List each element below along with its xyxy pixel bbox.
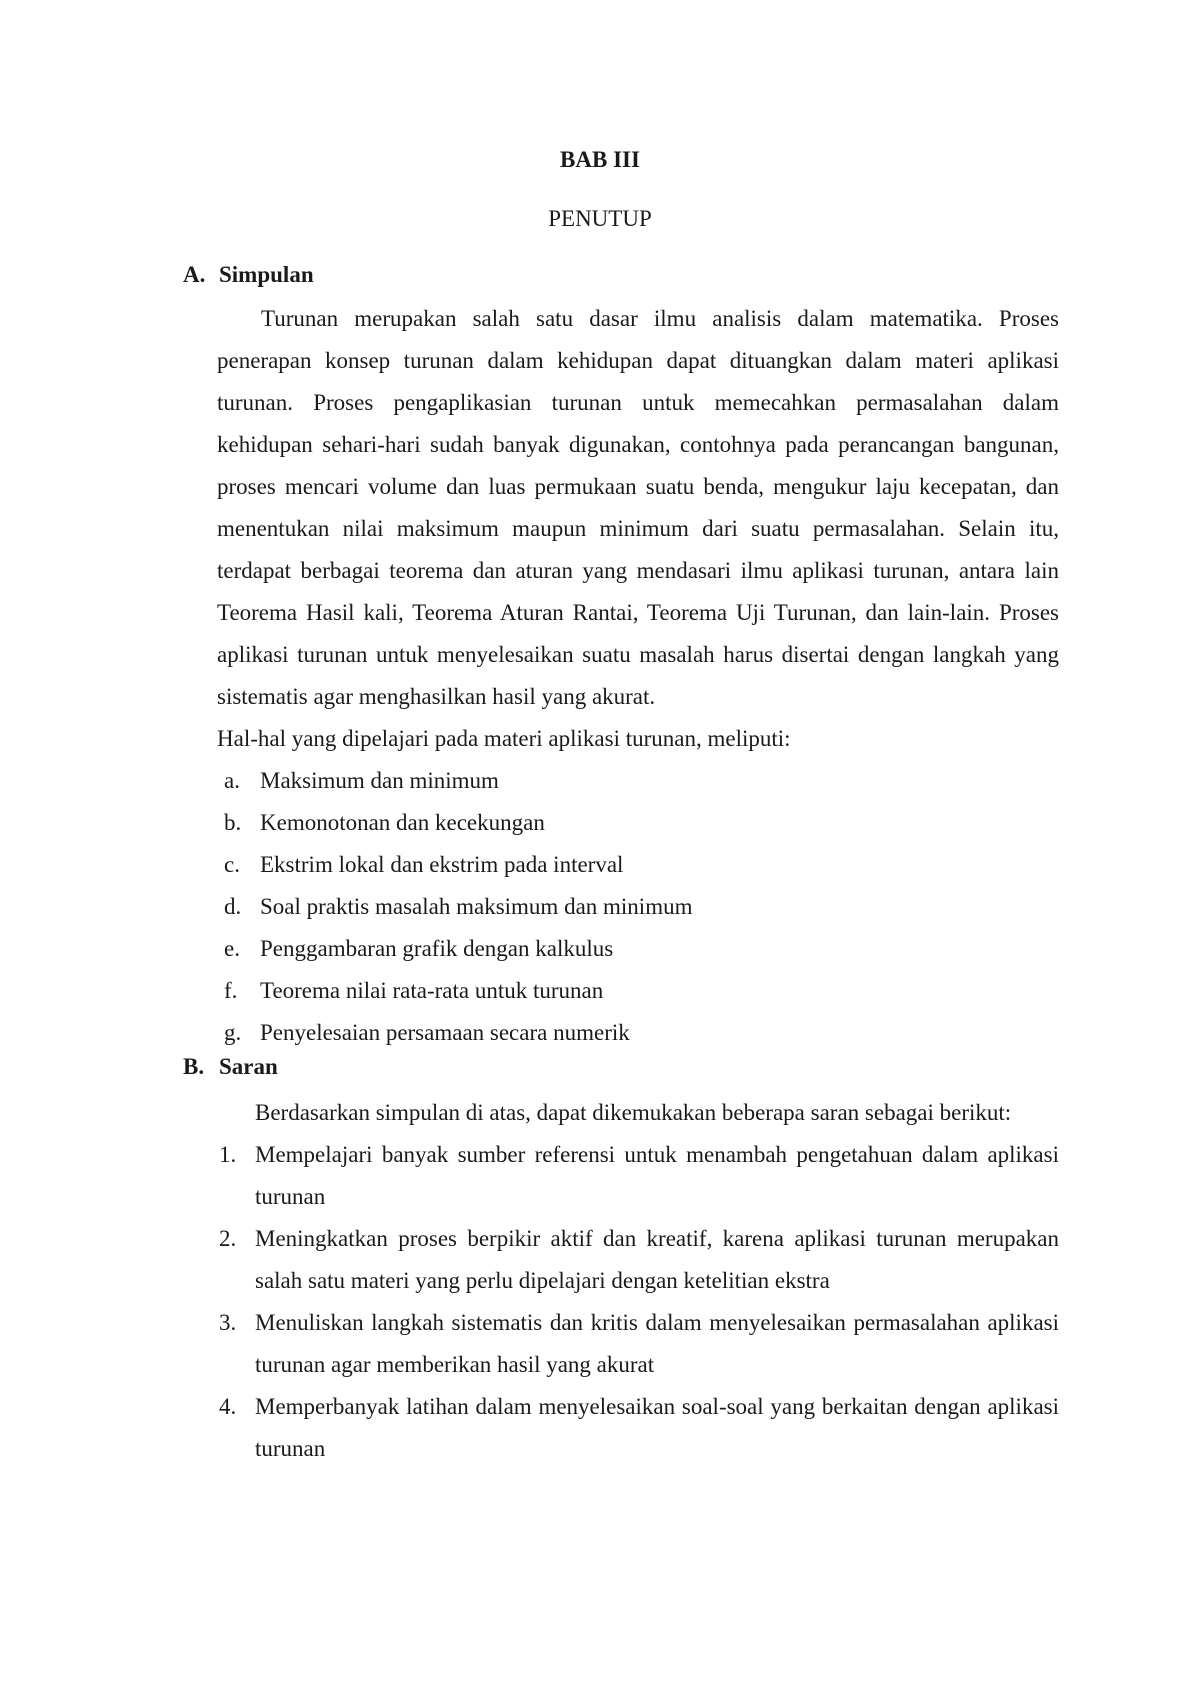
list-marker: g. — [224, 1020, 242, 1045]
simpulan-list-item — [217, 844, 1059, 886]
list-item-text: Penyelesaian persamaan secara numerik — [260, 1020, 630, 1045]
list-item-text: Kemonotonan dan kecekungan — [260, 810, 545, 835]
section-b-list — [217, 1134, 1059, 1470]
chapter-title: PENUTUP — [548, 206, 652, 231]
section-b-letter: B. — [183, 1054, 205, 1079]
list-item-text: Memperbanyak latihan dalam menyelesaikan soal-soal yang berkaitan dengan aplikasi turunan — [255, 1394, 1059, 1461]
list-marker: c. — [224, 852, 240, 877]
section-b-title: Saran — [219, 1054, 278, 1079]
list-item-text: Meningkatkan proses berpikir aktif dan kreatif, karena aplikasi turunan merupakan salah satu materi yang perlu dipelajari dengan ketelitian ekstra — [255, 1226, 1059, 1293]
list-item-text: Menuliskan langkah sistematis dan kritis dalam menyelesaikan permasalahan aplikasi turunan agar memberikan hasil yang akurat — [255, 1310, 1059, 1377]
simpulan-list-item — [217, 760, 1059, 802]
list-item-text: Teorema nilai rata-rata untuk turunan — [260, 978, 604, 1003]
saran-list-item — [217, 1218, 1059, 1302]
saran-list-item — [217, 1386, 1059, 1470]
saran-list-item — [217, 1134, 1059, 1218]
chapter-number: BAB III — [560, 147, 640, 172]
list-marker: 4. — [219, 1394, 237, 1419]
section-b-heading — [183, 1054, 278, 1080]
section-b-intro: Berdasarkan simpulan di atas, dapat dikemukakan beberapa saran sebagai berikut: — [255, 1100, 1012, 1125]
list-item-text: Ekstrim lokal dan ekstrim pada interval — [260, 852, 624, 877]
section-a-letter: A. — [183, 262, 206, 287]
list-marker: a. — [224, 768, 240, 793]
list-item-text: Soal praktis masalah maksimum dan minimum — [260, 894, 693, 919]
list-marker: d. — [224, 894, 242, 919]
list-item-text: Maksimum dan minimum — [260, 768, 499, 793]
simpulan-list-item — [217, 1012, 1059, 1054]
simpulan-list-item — [217, 970, 1059, 1012]
list-item-text: Mempelajari banyak sumber referensi untuk menambah pengetahuan dalam aplikasi turunan — [255, 1142, 1059, 1209]
list-marker: e. — [224, 936, 240, 961]
list-item-text: Penggambaran grafik dengan kalkulus — [260, 936, 614, 961]
list-marker: b. — [224, 810, 242, 835]
list-marker: 2. — [219, 1226, 237, 1251]
section-a-list — [217, 760, 1059, 1054]
section-a-paragraph-text: Turunan merupakan salah satu dasar ilmu analisis dalam matematika. Proses penerapan konsep turunan dalam kehidupan dapat dituangkan dalam materi aplikasi turunan. Proses pengaplikasian turunan untuk memecahkan permasalahan dalam kehidupan sehari-hari sudah banyak digunakan, contohnya pada perancangan bangunan, proses mencari volume dan luas permukaan suatu benda, mengukur laju kecepatan, dan menentukan nilai maksimum maupun minimum dari suatu permasalahan. Selain itu, terdapat berbagai teorema dan aturan yang mendasari ilmu aplikasi turunan, antara lain Teorema Hasil kali, Teorema Aturan Rantai, Teorema Uji Turunan, dan lain-lain. Proses aplikasi turunan untuk menyelesaikan suatu masalah harus disertai dengan langkah yang sistematis agar menghasilkan hasil yang akurat. — [217, 306, 1059, 709]
list-marker: 3. — [219, 1310, 237, 1335]
section-a-heading — [183, 262, 314, 288]
saran-list-item — [217, 1302, 1059, 1386]
simpulan-list-item — [217, 928, 1059, 970]
list-marker: f. — [224, 978, 238, 1003]
list-marker: 1. — [219, 1142, 237, 1167]
section-a-title: Simpulan — [219, 262, 314, 287]
simpulan-list-item — [217, 886, 1059, 928]
section-a-list-intro: Hal-hal yang dipelajari pada materi aplikasi turunan, meliputi: — [217, 726, 791, 751]
section-a-paragraph — [217, 298, 1059, 718]
simpulan-list-item — [217, 802, 1059, 844]
